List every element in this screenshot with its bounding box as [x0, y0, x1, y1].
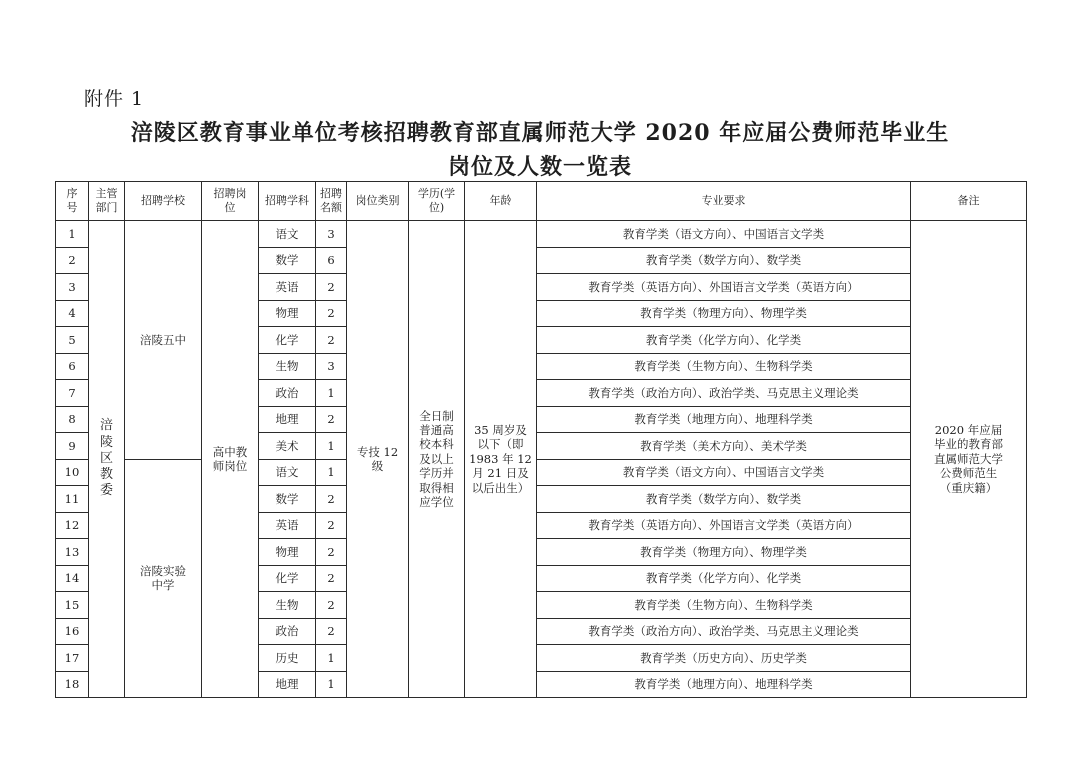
cell-major: 教育学类（语文方向）、中国语言文学类 — [537, 459, 911, 486]
cell-quota: 3 — [316, 221, 347, 248]
header-quota: 招聘 名额 — [316, 182, 347, 221]
cell-quota: 3 — [316, 353, 347, 380]
cell-major: 教育学类（英语方向）、外国语言文学类（英语方向） — [537, 512, 911, 539]
cell-post: 高中教 师岗位 — [202, 221, 259, 698]
cell-subject: 语文 — [259, 459, 316, 486]
header-category: 岗位类别 — [347, 182, 409, 221]
cell-quota: 6 — [316, 247, 347, 274]
cell-subject: 美术 — [259, 433, 316, 460]
cell-major: 教育学类（英语方向）、外国语言文学类（英语方向） — [537, 274, 911, 301]
cell-education: 全日制 普通高 校本科 及以上 学历并 取得相 应学位 — [409, 221, 465, 698]
cell-major: 教育学类（化学方向）、化学类 — [537, 565, 911, 592]
cell-subject: 化学 — [259, 565, 316, 592]
cell-school: 涪陵五中 — [125, 221, 202, 460]
cell-quota: 1 — [316, 645, 347, 672]
cell-no: 14 — [56, 565, 89, 592]
cell-major: 教育学类（数学方向）、数学类 — [537, 486, 911, 513]
attachment-label: 附件 1 — [84, 88, 145, 110]
cell-no: 12 — [56, 512, 89, 539]
table-row — [56, 459, 1027, 486]
cell-age: 35 周岁及 以下（即 1983 年 12 月 21 日及 以后出生） — [465, 221, 537, 698]
cell-quota: 2 — [316, 300, 347, 327]
document-subtitle: 岗位及人数一览表 — [447, 154, 632, 180]
document-title: 涪陵区教育事业单位考核招聘教育部直属师范大学 2020 年应届公费师范毕业生 — [130, 120, 950, 146]
cell-no: 13 — [56, 539, 89, 566]
positions-table — [55, 181, 1027, 698]
cell-quota: 2 — [316, 592, 347, 619]
cell-subject: 物理 — [259, 300, 316, 327]
cell-no: 11 — [56, 486, 89, 513]
cell-subject: 生物 — [259, 353, 316, 380]
header-dept: 主管 部门 — [89, 182, 125, 221]
header-school: 招聘学校 — [125, 182, 202, 221]
cell-no: 3 — [56, 274, 89, 301]
cell-school: 涪陵实验 中学 — [125, 459, 202, 698]
cell-major: 教育学类（地理方向）、地理科学类 — [537, 671, 911, 698]
cell-subject: 生物 — [259, 592, 316, 619]
cell-quota: 2 — [316, 539, 347, 566]
cell-quota: 2 — [316, 274, 347, 301]
cell-remark: 2020 年应届 毕业的教育部 直属师范大学 公费师范生 （重庆籍） — [911, 221, 1027, 698]
cell-no: 16 — [56, 618, 89, 645]
header-age: 年龄 — [465, 182, 537, 221]
cell-quota: 2 — [316, 512, 347, 539]
cell-subject: 英语 — [259, 512, 316, 539]
cell-major: 教育学类（政治方向）、政治学类、马克思主义理论类 — [537, 380, 911, 407]
cell-no: 4 — [56, 300, 89, 327]
cell-subject: 物理 — [259, 539, 316, 566]
cell-quota: 2 — [316, 406, 347, 433]
cell-dept: 涪 陵 区 教 委 — [89, 221, 125, 698]
cell-quota: 2 — [316, 618, 347, 645]
cell-major: 教育学类（政治方向）、政治学类、马克思主义理论类 — [537, 618, 911, 645]
cell-subject: 英语 — [259, 274, 316, 301]
cell-major: 教育学类（化学方向）、化学类 — [537, 327, 911, 354]
cell-quota: 1 — [316, 671, 347, 698]
cell-quota: 2 — [316, 565, 347, 592]
cell-major: 教育学类（地理方向）、地理科学类 — [537, 406, 911, 433]
cell-major: 教育学类（生物方向）、生物科学类 — [537, 353, 911, 380]
cell-no: 10 — [56, 459, 89, 486]
cell-subject: 政治 — [259, 380, 316, 407]
cell-major: 教育学类（物理方向）、物理学类 — [537, 300, 911, 327]
cell-no: 8 — [56, 406, 89, 433]
cell-quota: 1 — [316, 459, 347, 486]
cell-no: 2 — [56, 247, 89, 274]
cell-subject: 地理 — [259, 671, 316, 698]
cell-category: 专技 12 级 — [347, 221, 409, 698]
cell-no: 18 — [56, 671, 89, 698]
header-subject: 招聘学科 — [259, 182, 316, 221]
cell-no: 9 — [56, 433, 89, 460]
cell-subject: 政治 — [259, 618, 316, 645]
cell-no: 17 — [56, 645, 89, 672]
cell-quota: 2 — [316, 327, 347, 354]
cell-subject: 化学 — [259, 327, 316, 354]
cell-subject: 数学 — [259, 486, 316, 513]
cell-no: 1 — [56, 221, 89, 248]
table-header-row — [56, 182, 1027, 221]
cell-no: 15 — [56, 592, 89, 619]
cell-major: 教育学类（语文方向）、中国语言文学类 — [537, 221, 911, 248]
cell-no: 5 — [56, 327, 89, 354]
cell-major: 教育学类（历史方向）、历史学类 — [537, 645, 911, 672]
header-education: 学历(学 位) — [409, 182, 465, 221]
header-post: 招聘岗 位 — [202, 182, 259, 221]
header-major: 专业要求 — [537, 182, 911, 221]
cell-quota: 2 — [316, 486, 347, 513]
header-seq: 序 号 — [56, 182, 89, 221]
cell-subject: 数学 — [259, 247, 316, 274]
table-row — [56, 221, 1027, 248]
cell-major: 教育学类（物理方向）、物理学类 — [537, 539, 911, 566]
cell-major: 教育学类（数学方向）、数学类 — [537, 247, 911, 274]
cell-no: 7 — [56, 380, 89, 407]
cell-major: 教育学类（生物方向）、生物科学类 — [537, 592, 911, 619]
cell-quota: 1 — [316, 433, 347, 460]
header-remark: 备注 — [911, 182, 1027, 221]
cell-subject: 语文 — [259, 221, 316, 248]
cell-major: 教育学类（美术方向）、美术学类 — [537, 433, 911, 460]
cell-subject: 地理 — [259, 406, 316, 433]
cell-quota: 1 — [316, 380, 347, 407]
cell-subject: 历史 — [259, 645, 316, 672]
table-body — [56, 221, 1027, 698]
cell-no: 6 — [56, 353, 89, 380]
